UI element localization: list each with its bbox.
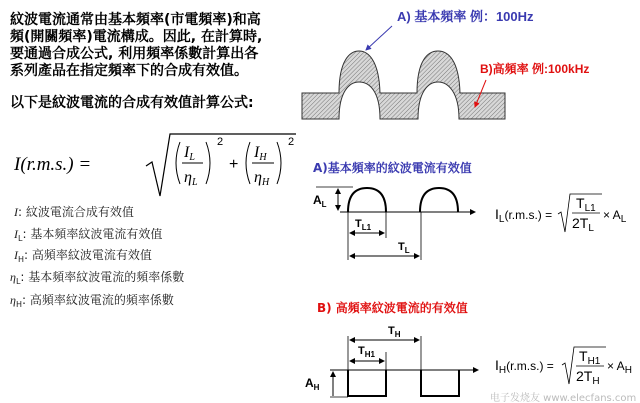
- pulse-width-label: $T_{H1}$: [358, 345, 375, 359]
- composite-waveform: [302, 9, 589, 119]
- intro-line: 要通過合成公式, 利用頻率係數計算出各: [10, 46, 259, 62]
- eta-h-symbol: ηH: [254, 169, 270, 188]
- hatched-waveform-shape: [302, 51, 505, 119]
- half-sine-pulse: [348, 188, 386, 212]
- arrow-fundamental: [366, 26, 392, 50]
- formula-numerator: $T_{H1}$: [579, 348, 601, 367]
- label-high-frequency: B)高頻率 例:100kHz: [480, 62, 590, 76]
- section-b-formula: [495, 347, 632, 387]
- formula-lhs: $I_L(r.m.s.)$ =: [495, 206, 553, 225]
- symbol-legend: [10, 204, 184, 309]
- formula-lhs: I(r.m.s.) =: [14, 154, 92, 175]
- watermark: 电子发烧友 www.elecfans.com: [490, 393, 637, 403]
- exponent: 2: [217, 136, 224, 148]
- label-fundamental: A) 基本頻率 例：100Hz: [397, 9, 534, 24]
- intro-line: 頻(開關頻率)電流構成。因此, 在計算時,: [10, 29, 263, 45]
- rectangular-pulse: [421, 370, 459, 396]
- intro-line: 紋波電流通常由基本頻率(市電頻率)和高: [10, 12, 261, 28]
- plus-sign: +: [229, 156, 239, 173]
- right-paren: [206, 142, 210, 184]
- intro-subtitle: 以下是紋波電流的合成有效值計算公式:: [10, 95, 254, 111]
- period-label: $T_H$: [388, 325, 401, 339]
- legend-item: I: 紋波電流合成有效值: [14, 205, 134, 219]
- section-a-formula: [495, 194, 627, 234]
- formula-lhs: $I_H(r.m.s.)$ =: [495, 357, 554, 376]
- formula-times-amplitude: × $A_H$: [607, 359, 632, 376]
- eta-l-symbol: ηL: [184, 169, 198, 188]
- legend-item: $I_H$: 高頻率紋波電流有效值: [14, 248, 152, 264]
- legend-item: $\eta_L$: 基本頻率紋波電流的頻率係數: [10, 270, 185, 286]
- formula-denominator: $2T_H$: [576, 368, 600, 387]
- il-symbol: IL: [184, 144, 195, 163]
- pulse-width-label: $T_{L1}$: [355, 218, 372, 232]
- formula-times-amplitude: × $A_L$: [603, 208, 627, 225]
- left-paren: [246, 142, 250, 184]
- formula-numerator: $T_{L1}$: [576, 195, 596, 214]
- main-formula: [13, 134, 296, 196]
- intro-line: 系列產品在指定頻率下的合成有效值。: [10, 63, 248, 79]
- ih-symbol: IH: [254, 144, 267, 163]
- legend-item: $\eta_H$: 高頻率紋波電流的頻率係數: [10, 293, 174, 309]
- right-paren: [277, 142, 281, 184]
- period-label: $T_L$: [398, 241, 410, 255]
- half-sine-pulse: [420, 188, 458, 212]
- rectangular-pulse: [348, 370, 386, 396]
- section-b-title: B) 高頻率紋波電流的有效值: [317, 301, 468, 315]
- amplitude-label: $A_L$: [313, 193, 327, 209]
- amplitude-label: $A_H$: [305, 376, 320, 392]
- section-a: [313, 160, 627, 260]
- intro-paragraph: [10, 11, 262, 111]
- exponent: 2: [288, 136, 295, 148]
- legend-item: $I_L$: 基本頻率紋波電流有效值: [14, 227, 163, 243]
- formula-denominator: $2T_L$: [572, 215, 594, 234]
- left-paren: [176, 142, 180, 184]
- section-b: [305, 300, 636, 403]
- section-a-title: A)基本頻率的紋波電流有效值: [313, 161, 472, 175]
